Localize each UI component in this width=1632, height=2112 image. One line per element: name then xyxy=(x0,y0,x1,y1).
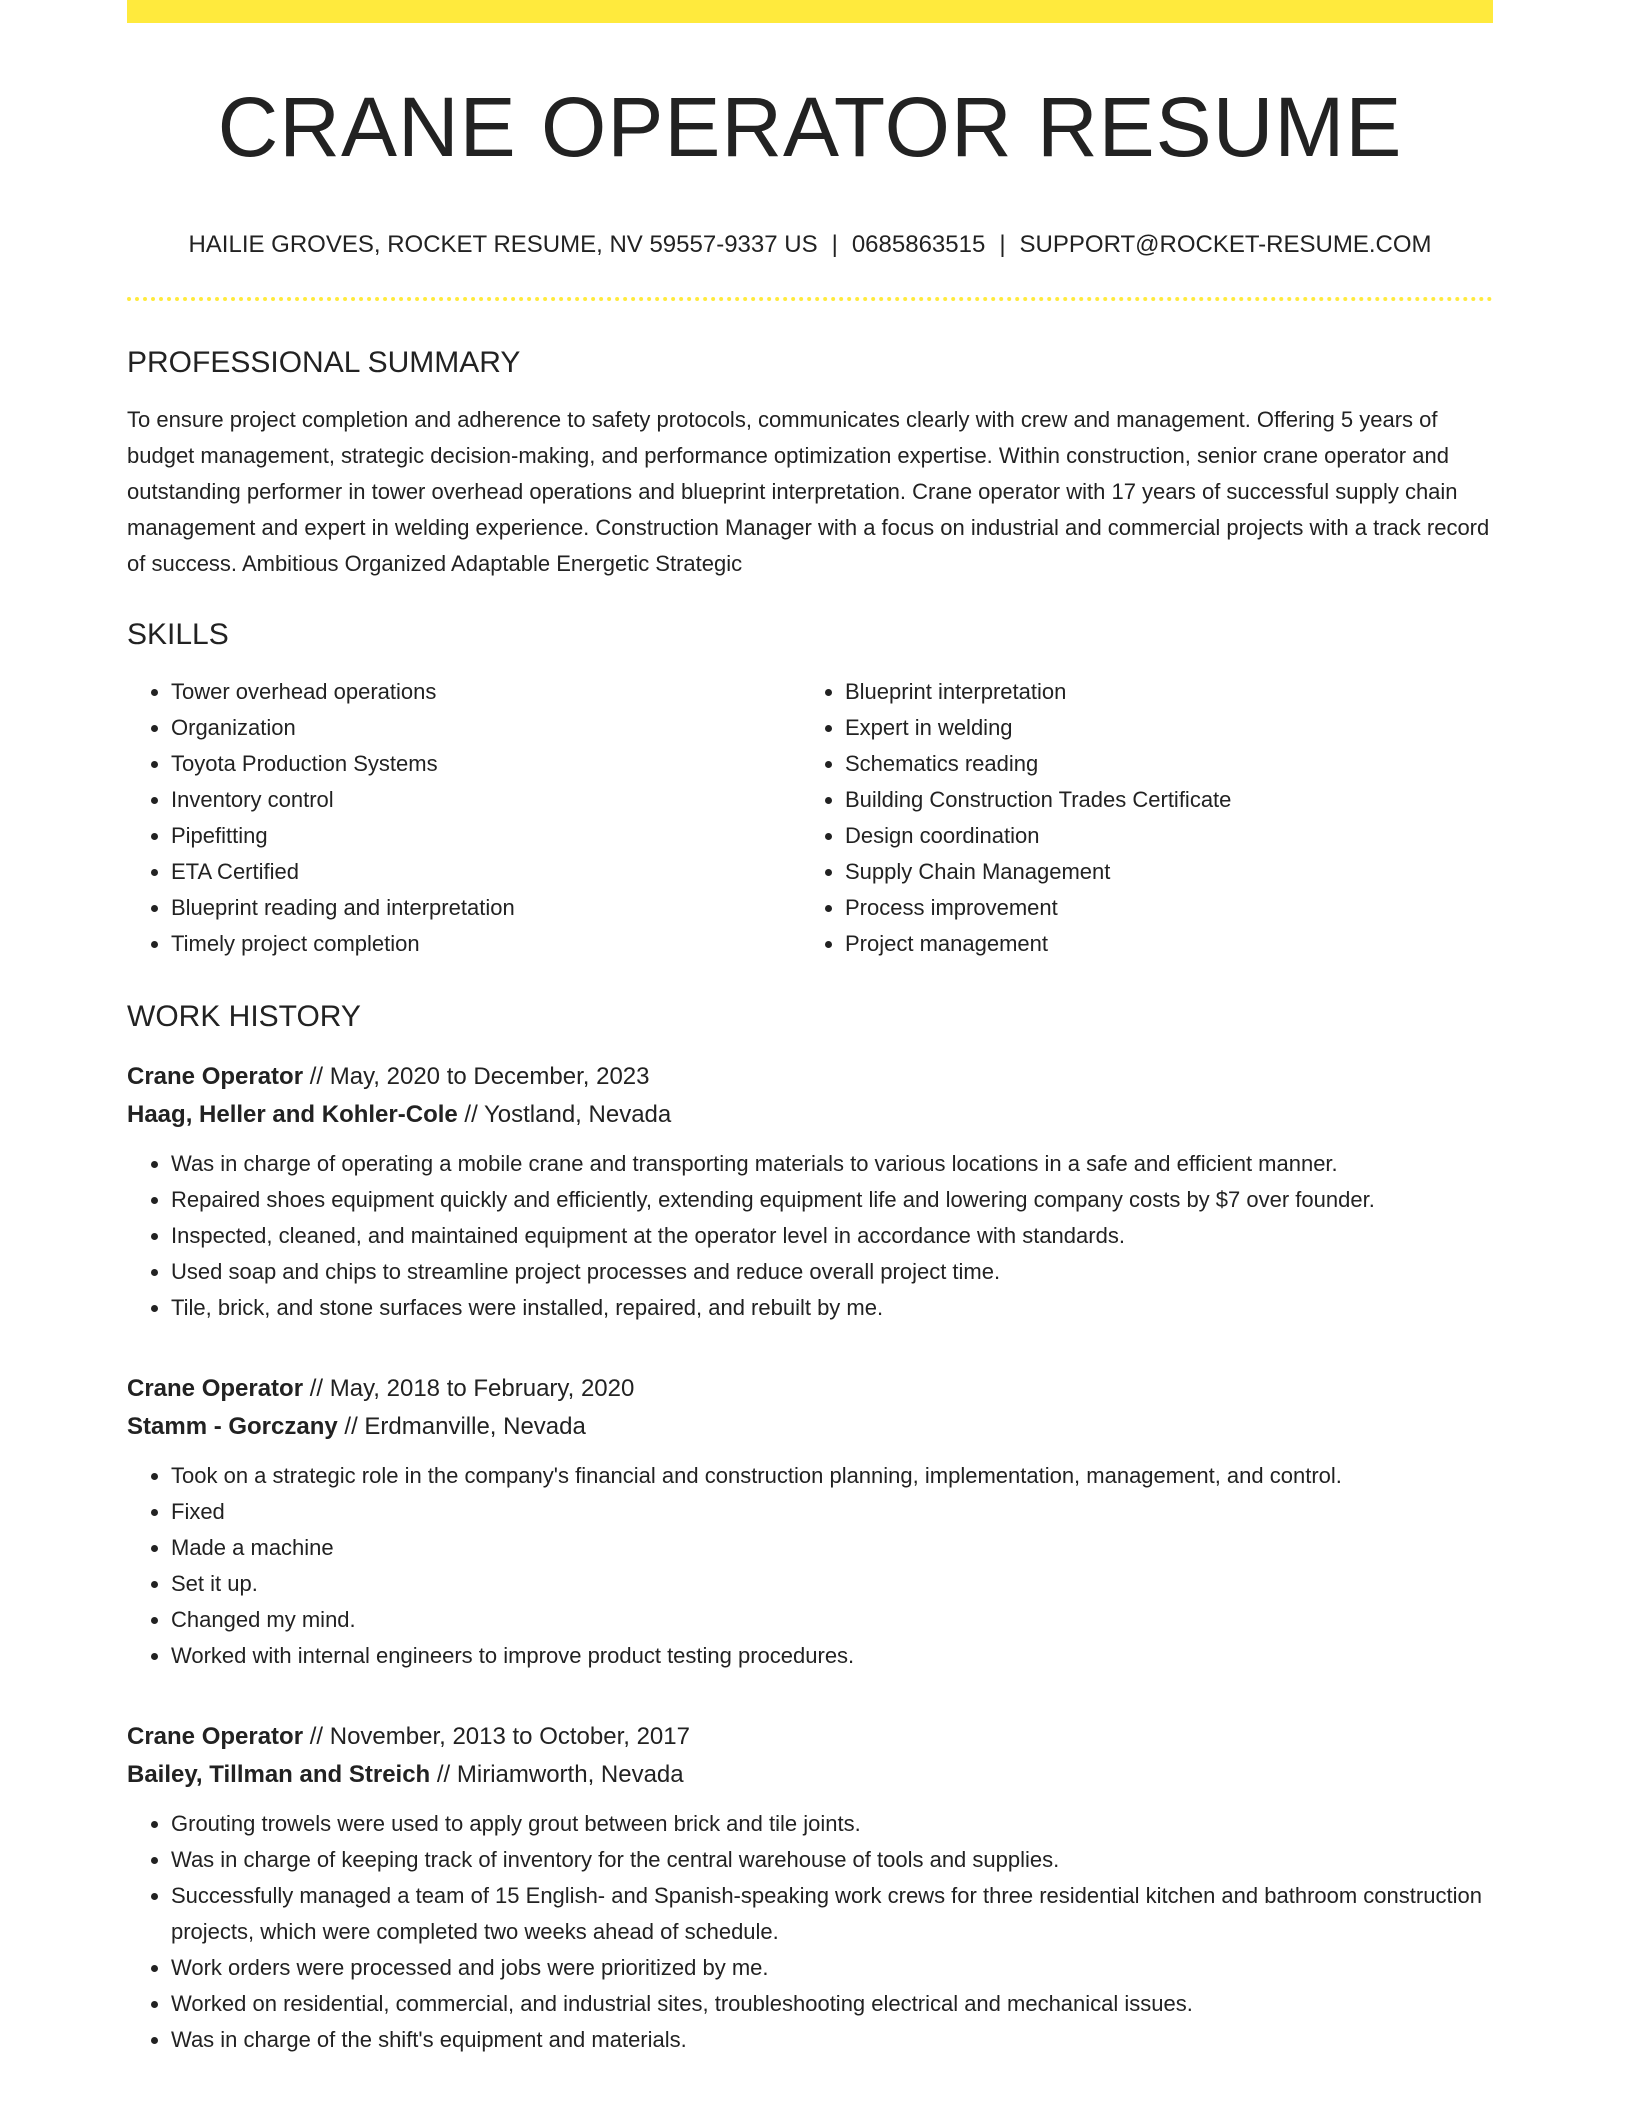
job-bullet: • Worked on residential, commercial, and industrial sites, troubleshooting electrical and mechanical issues. xyxy=(171,1986,1493,2022)
skills-heading: SKILLS xyxy=(127,618,229,651)
job-title: Crane Operator xyxy=(127,1723,304,1750)
job-bullet: • Work orders were processed and jobs were prioritized by me. xyxy=(171,1950,1493,1986)
summary-text: To ensure project completion and adherence to safety protocols, communicates clearly with crew and management. Offering 5 years of budget management, strategic decision-making, and performance optimization expertise. Within construction, senior crane operator and outstanding performer in tower overhead operations and blueprint interpretation. Crane operator with 17 years of successful supply chain management and expert in welding experience. Construction Manager with a focus on industrial and commercial projects with a track record of success. Ambitious Organized Adaptable Energetic Strategic xyxy=(127,407,1490,576)
job-company: Stamm - Gorczany xyxy=(127,1413,338,1440)
job-company: Bailey, Tillman and Streich xyxy=(127,1761,431,1788)
summary-heading: PROFESSIONAL SUMMARY xyxy=(127,346,521,379)
job-bullet: • Set it up. xyxy=(171,1566,1493,1602)
job-title-line xyxy=(127,1718,1493,1756)
job-bullet: • Successfully managed a team of 15 English- and Spanish-speaking work crews for three residential kitchen and bathroom construction projects, which were completed two weeks ahead of schedule. xyxy=(171,1878,1493,1950)
contact-line xyxy=(127,233,1493,257)
work-history-heading: WORK HISTORY xyxy=(127,1000,361,1033)
job-bullet: • Repaired shoes equipment quickly and efficiently, extending equipment life and lowering company costs by $7 over founder. xyxy=(171,1182,1493,1218)
skill-item: • Project management xyxy=(845,926,1475,962)
skill-item: • Schematics reading xyxy=(845,746,1475,782)
job-location: // Yostland, Nevada xyxy=(457,1101,672,1128)
job-title: Crane Operator xyxy=(127,1375,304,1402)
job-entry xyxy=(127,1370,1493,1674)
skills-columns xyxy=(127,674,1493,962)
job-company-line xyxy=(127,1756,1493,1794)
contact-phone: 0685863515 xyxy=(851,231,986,258)
job-bullet: • Tile, brick, and stone surfaces were installed, repaired, and rebuilt by me. xyxy=(171,1290,1493,1326)
skills-list-left xyxy=(127,674,801,962)
skill-item: • Toyota Production Systems xyxy=(171,746,801,782)
job-bullet: • Made a machine xyxy=(171,1530,1493,1566)
dotted-divider xyxy=(127,297,1493,301)
job-dates: // May, 2020 to December, 2023 xyxy=(303,1063,650,1090)
job-company-line xyxy=(127,1408,1493,1446)
skill-item: • Supply Chain Management xyxy=(845,854,1475,890)
contact-separator: | xyxy=(831,231,838,258)
skill-item: • Inventory control xyxy=(171,782,801,818)
contact-email: SUPPORT@ROCKET-RESUME.COM xyxy=(1019,231,1432,258)
job-bullet: • Fixed xyxy=(171,1494,1493,1530)
job-bullet: • Inspected, cleaned, and maintained equipment at the operator level in accordance with standards. xyxy=(171,1218,1493,1254)
skill-item: • Organization xyxy=(171,710,801,746)
job-bullets xyxy=(127,1458,1493,1674)
top-accent-bar xyxy=(127,0,1493,23)
skill-item: • Pipefitting xyxy=(171,818,801,854)
skills-list-right xyxy=(801,674,1475,962)
job-entry xyxy=(127,1058,1493,1326)
job-title: Crane Operator xyxy=(127,1063,304,1090)
job-bullets xyxy=(127,1806,1493,2058)
contact-separator: | xyxy=(999,231,1006,258)
work-history-list xyxy=(127,1058,1493,2058)
skill-item: • Blueprint reading and interpretation xyxy=(171,890,801,926)
skill-item: • ETA Certified xyxy=(171,854,801,890)
resume-page xyxy=(127,0,1493,2058)
job-entry xyxy=(127,1718,1493,2058)
job-location: // Erdmanville, Nevada xyxy=(337,1413,586,1440)
job-bullets xyxy=(127,1146,1493,1326)
job-dates: // May, 2018 to February, 2020 xyxy=(303,1375,635,1402)
skill-item: • Timely project completion xyxy=(171,926,801,962)
job-bullet: • Was in charge of the shift's equipment and materials. xyxy=(171,2022,1493,2058)
resume-title: CRANE OPERATOR RESUME xyxy=(217,80,1403,174)
job-bullet: • Was in charge of keeping track of inventory for the central warehouse of tools and supplies. xyxy=(171,1842,1493,1878)
job-dates: // November, 2013 to October, 2017 xyxy=(303,1723,690,1750)
skill-item: • Blueprint interpretation xyxy=(845,674,1475,710)
job-title-line xyxy=(127,1058,1493,1096)
skill-item: • Design coordination xyxy=(845,818,1475,854)
skill-item: • Process improvement xyxy=(845,890,1475,926)
skill-item: • Tower overhead operations xyxy=(171,674,801,710)
job-bullet: • Grouting trowels were used to apply grout between brick and tile joints. xyxy=(171,1806,1493,1842)
job-company-line xyxy=(127,1096,1493,1134)
job-title-line xyxy=(127,1370,1493,1408)
job-bullet: • Took on a strategic role in the company's financial and construction planning, implementation, management, and control. xyxy=(171,1458,1493,1494)
skill-item: • Building Construction Trades Certificate xyxy=(845,782,1475,818)
job-bullet: • Worked with internal engineers to improve product testing procedures. xyxy=(171,1638,1493,1674)
job-company: Haag, Heller and Kohler-Cole xyxy=(127,1101,458,1128)
job-bullet: • Changed my mind. xyxy=(171,1602,1493,1638)
contact-address: HAILIE GROVES, ROCKET RESUME, NV 59557-9337 US xyxy=(188,231,818,258)
job-bullet: • Was in charge of operating a mobile crane and transporting materials to various locations in a safe and efficient manner. xyxy=(171,1146,1493,1182)
job-bullet: • Used soap and chips to streamline project processes and reduce overall project time. xyxy=(171,1254,1493,1290)
job-location: // Miriamworth, Nevada xyxy=(430,1761,684,1788)
skill-item: • Expert in welding xyxy=(845,710,1475,746)
